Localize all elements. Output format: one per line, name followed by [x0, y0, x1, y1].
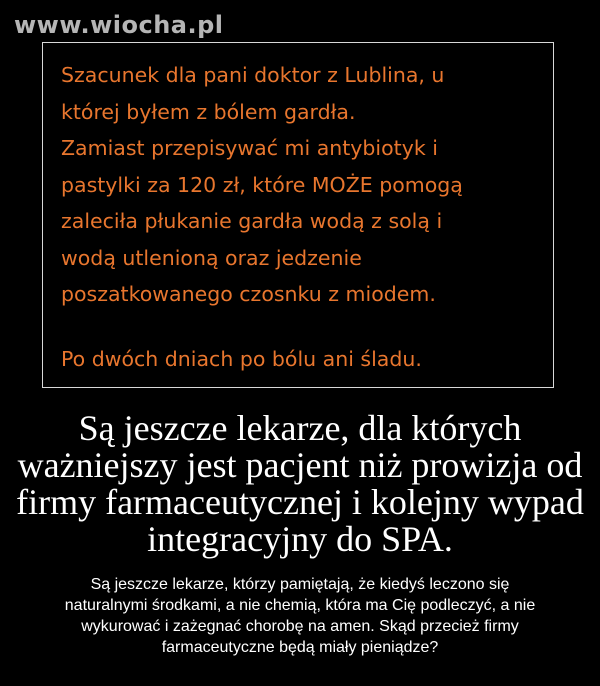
- quote-line: poszatkowanego czosnku z miodem.: [61, 282, 436, 306]
- caption-line: naturalnymi środkami, a nie chemią, która ma Cię podleczyć, a nie: [64, 597, 536, 614]
- title-line: firmy farmaceutycznej i kolejny wypad: [16, 482, 584, 522]
- caption-line: wykurować i zażegnać chorobę na amen. Skąd przecież firmy: [81, 618, 519, 635]
- quote-line: zaleciła płukanie gardła wodą z solą i: [61, 209, 443, 233]
- quote-line: Szacunek dla pani doktor z Lublina, u: [61, 63, 445, 87]
- quote-frame: [42, 42, 554, 388]
- quote-line: pastylki za 120 zł, które MOŻE pomogą: [61, 172, 463, 197]
- quote-spacer: [61, 313, 541, 341]
- title-line: ważniejszy jest pacjent niż prowizja od: [17, 445, 583, 485]
- demotivator-title: [0, 410, 600, 558]
- demotivator-caption: [0, 574, 600, 658]
- caption-line: Są jeszcze lekarze, którzy pamiętają, że kiedyś leczono się: [90, 576, 510, 593]
- caption-line: farmaceutyczne będą miały pieniądze?: [161, 639, 439, 656]
- title-line: Są jeszcze lekarze, dla których: [78, 408, 522, 448]
- quote-line: której byłem z bólem gardła.: [61, 99, 356, 124]
- quote-closing: Po dwóch dniach po bólu ani śladu.: [61, 346, 422, 371]
- title-line: integracyjny do SPA.: [147, 519, 453, 559]
- site-watermark: www.wiocha.pl: [14, 11, 224, 39]
- quote-line: wodą utlenioną oraz jedzenie: [61, 245, 362, 270]
- quote-text: [61, 57, 541, 377]
- quote-line: Zamiast przepisywać mi antybiotyk i: [61, 136, 438, 160]
